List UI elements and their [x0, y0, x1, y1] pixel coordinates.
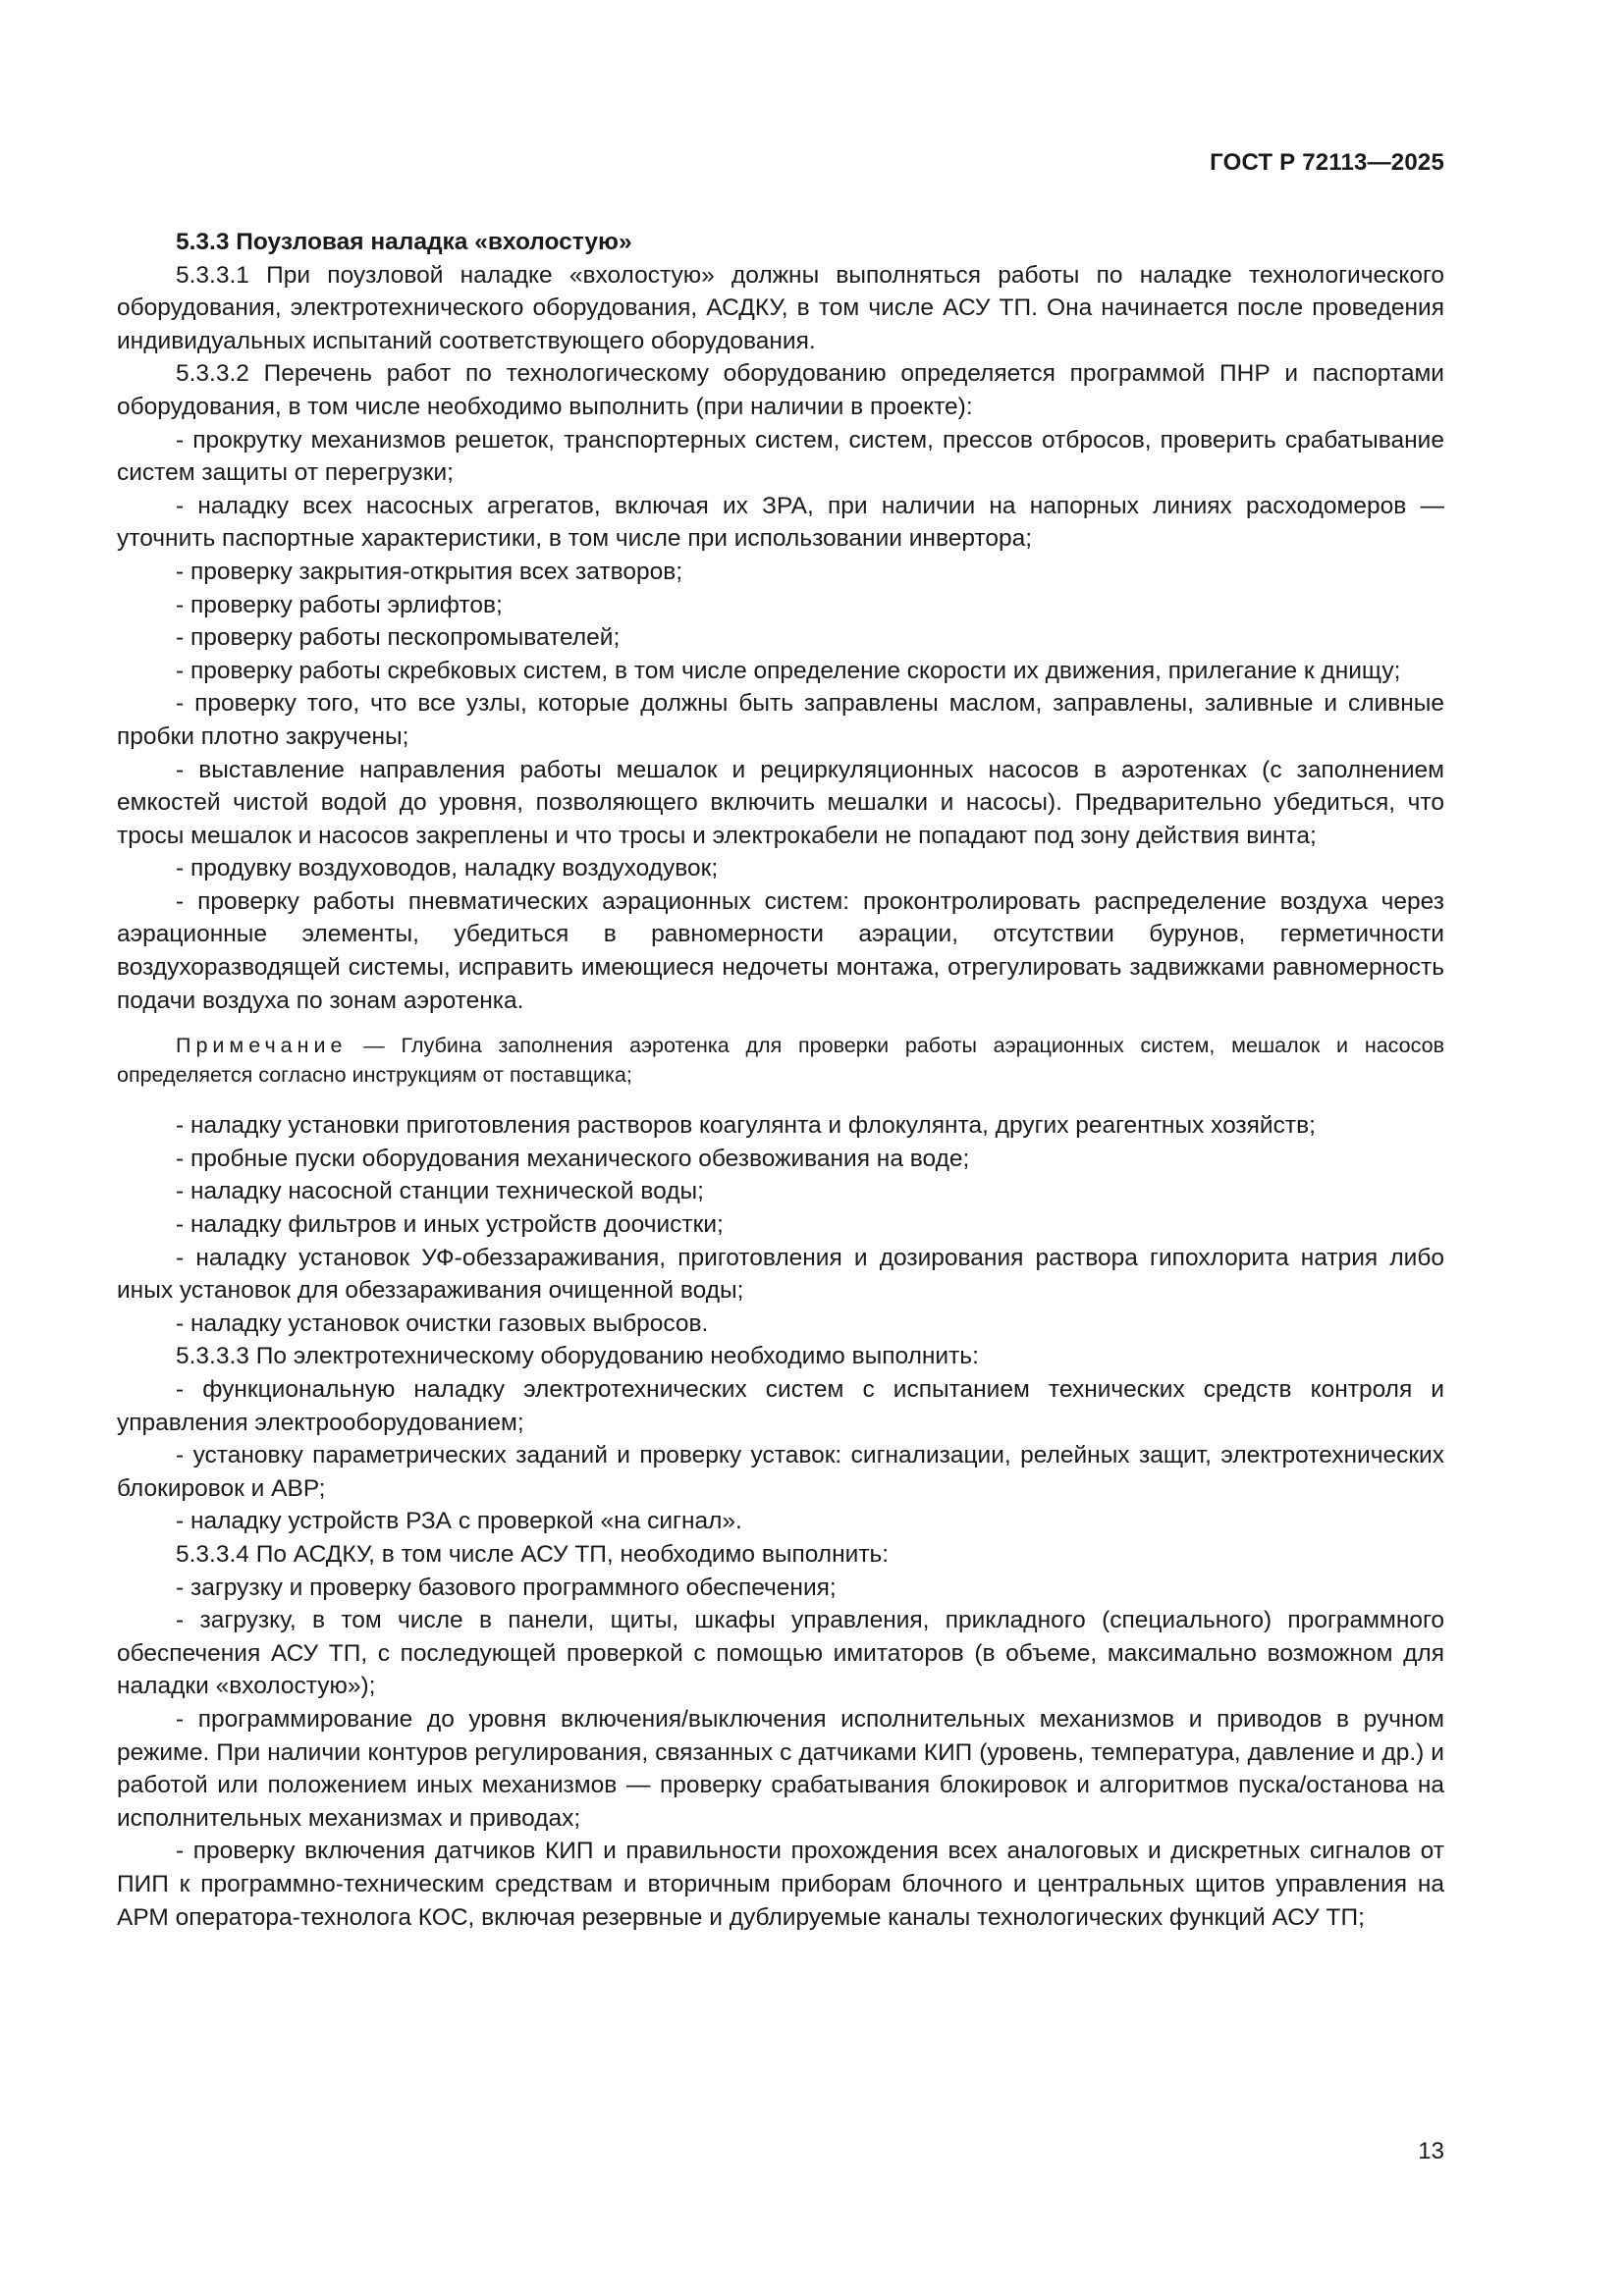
list-item: - наладку насосной станции технической воды;: [176, 1178, 704, 1205]
paragraph: 5.3.3.1 При поузловой наладке «вхолостую» должны выполняться работы по наладке технологического оборудования, электротехнического оборудования, АСДКУ, в том числе АСУ ТП. Она начинается после проведения индивидуальных испытаний соответствующего оборудования.: [117, 261, 1444, 354]
note: [117, 1031, 1444, 1090]
document-body: [117, 226, 1444, 1934]
note-label: Примечание: [176, 1034, 348, 1058]
list-item: - продувку воздуховодов, наладку воздуходувок;: [176, 855, 719, 882]
list-item: - загрузку, в том числе в панели, щиты, шкафы управления, прикладного (специального) программного обеспечения АСУ ТП, с последующей проверкой с помощью имитаторов (в объеме, максимально возможном для наладки «вхолостую»);: [117, 1607, 1444, 1700]
list-item: - проверку работы пескопромывателей;: [176, 624, 621, 652]
list-item: - наладку фильтров и иных устройств доочистки;: [176, 1211, 724, 1239]
list-item: - выставление направления работы мешалок и рециркуляционных насосов в аэротенках (с заполнением емкостей чистой водой до уровня, позволяющего включить мешалки и насосы). Предварительно убедиться, что тросы мешалок и насосов закреплены и что тросы и электрокабели не попадают под зону действия винта;: [117, 756, 1444, 849]
list-item: - пробные пуски оборудования механического обезвоживания на воде;: [176, 1145, 970, 1172]
list-item: - проверку закрытия-открытия всех затворов;: [176, 558, 683, 585]
list-item: - наладку установки приготовления растворов коагулянта и флокулянта, других реагентных хозяйств;: [176, 1112, 1316, 1140]
paragraph: 5.3.3.4 По АСДКУ, в том числе АСУ ТП, необходимо выполнить:: [176, 1540, 890, 1568]
list-item: - загрузку и проверку базового программного обеспечения;: [176, 1574, 837, 1601]
note-text: — Глубина заполнения аэротенка для проверки работы аэрационных систем, мешалок и насосов определяется согласно инструкциям от поставщика;: [117, 1034, 1444, 1088]
list-item: - проверку включения датчиков КИП и правильности прохождения всех аналоговых и дискретных сигналов от ПИП к программно-техническим средствам и вторичным приборам блочного и центральных щитов управления на АРМ оператора-технолога КОС, включая резервные и дублируемые каналы технологических функций АСУ ТП;: [117, 1838, 1444, 1931]
list-item: - проверку работы эрлифтов;: [176, 591, 503, 618]
list-item: - функциональную наладку электротехнических систем с испытанием технических средств контроля и управления электрооборудованием;: [117, 1376, 1444, 1436]
list-item: - проверку работы пневматических аэрационных систем: проконтролировать распределение воздуха через аэрационные элементы, убедиться в равномерности аэрации, отсутствии бурунов, герметичности воздухоразводящей системы, исправить имеющиеся недочеты монтажа, отрегулировать задвижками равномерность подачи воздуха по зонам аэротенка.: [117, 887, 1444, 1014]
list-item: - прокрутку механизмов решеток, транспортерных систем, систем, прессов отбросов, проверить срабатывание систем защиты от перегрузки;: [117, 426, 1444, 487]
list-item: - программирование до уровня включения/выключения исполнительных механизмов и приводов в ручном режиме. При наличии контуров регулирования, связанных с датчиками КИП (уровень, температура, давление и др.) и работой или положением иных механизмов — проверку срабатывания блокировок и алгоритмов пуска/останова на исполнительных механизмах и приводах;: [117, 1705, 1444, 1832]
page-number: 13: [1418, 2138, 1444, 2164]
paragraph: 5.3.3.2 Перечень работ по технологическому оборудованию определяется программой ПНР и паспортами оборудования, в том числе необходимо выполнить (при наличии в проекте):: [117, 360, 1444, 420]
section-heading: 5.3.3 Поузловая наладка «вхолостую»: [176, 229, 632, 255]
list-item: - проверку работы скребковых систем, в том числе определение скорости их движения, прилегание к днищу;: [176, 657, 1401, 684]
list-item: - установку параметрических заданий и проверку уставок: сигнализации, релейных защит, электротехнических блокировок и АВР;: [117, 1442, 1444, 1502]
standard-code-header: ГОСТ Р 72113—2025: [1210, 149, 1444, 176]
list-item: - наладку всех насосных агрегатов, включая их ЗРА, при наличии на напорных линиях расходомеров — уточнить паспортные характеристики, в том числе при использовании инвертора;: [117, 492, 1444, 553]
list-item: - наладку установок очистки газовых выбросов.: [176, 1309, 709, 1337]
list-item: - проверку того, что все узлы, которые должны быть заправлены маслом, заправлены, заливные и сливные пробки плотно закручены;: [117, 690, 1444, 750]
list-item: - наладку установок УФ-обеззараживания, приготовления и дозирования раствора гипохлорита натрия либо иных установок для обеззараживания очищенной воды;: [117, 1244, 1444, 1305]
list-item: - наладку устройств РЗА с проверкой «на сигнал».: [176, 1508, 742, 1535]
paragraph: 5.3.3.3 По электротехническому оборудованию необходимо выполнить:: [176, 1343, 979, 1370]
